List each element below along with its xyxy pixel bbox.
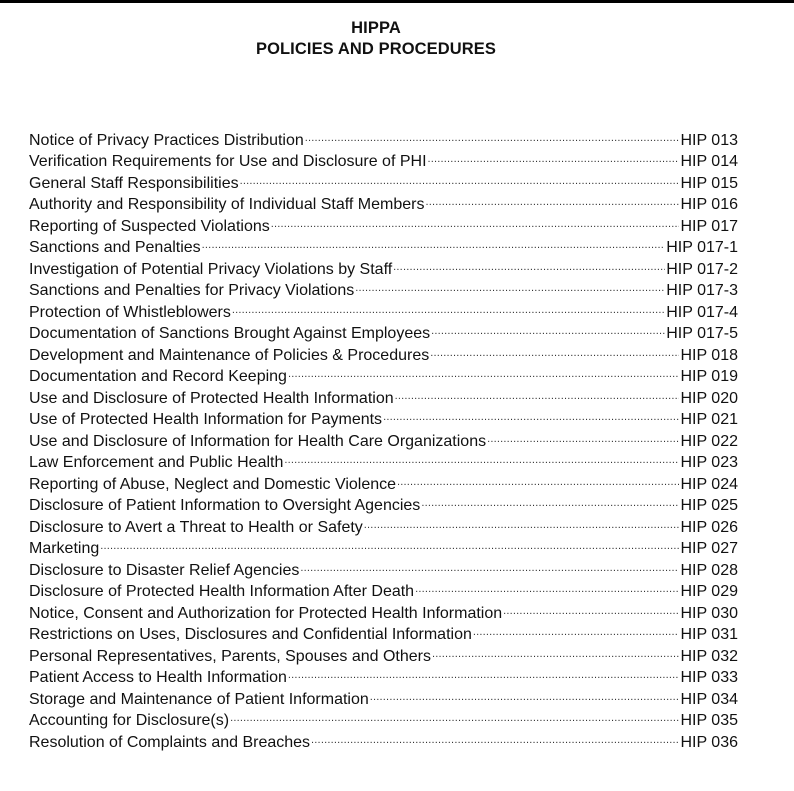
toc-entry-title: Personal Representatives, Parents, Spouses and Others (29, 647, 431, 665)
toc-entry-title: Disclosure to Disaster Relief Agencies (29, 561, 300, 579)
toc-entry-code: HIP 035 (680, 712, 738, 729)
toc-dot-leader (364, 510, 680, 532)
toc-entry-title: Accounting for Disclosure(s) (29, 712, 230, 729)
toc-entry-title: Reporting of Abuse, Neglect and Domestic Violence (29, 475, 397, 493)
toc-dot-leader (415, 575, 679, 597)
toc-entry-title: Authority and Responsibility of Individual Staff Members (29, 196, 425, 213)
toc-entry-code: HIP 023 (680, 454, 738, 471)
page-top-border (0, 0, 794, 3)
toc-entry-code: HIP 033 (680, 669, 738, 686)
toc-dot-leader (202, 231, 666, 253)
toc-entry-title: Verification Requirements for Use and Disclosure of PHI (29, 153, 427, 170)
toc-dot-leader (370, 682, 680, 704)
toc-entry-code: HIP 015 (680, 174, 738, 192)
toc-dot-leader (421, 489, 679, 511)
toc-dot-leader (428, 145, 680, 167)
toc-entry-title: Notice of Privacy Practices Distribution (29, 131, 304, 149)
toc-entry-title: Disclosure of Protected Health Information After Death (29, 583, 415, 600)
toc-entry-code: HIP 036 (680, 733, 738, 751)
toc-entry-code: HIP 031 (680, 626, 738, 643)
toc-entry-code: HIP 025 (680, 497, 738, 514)
toc-dot-leader (240, 166, 680, 188)
toc-entry-code: HIP 017-1 (666, 239, 738, 256)
toc-entry-title: Marketing (29, 540, 100, 557)
toc-dot-leader (393, 252, 665, 274)
toc-entry-code: HIP 022 (680, 432, 738, 450)
toc-entry-title: General Staff Responsibilities (29, 174, 239, 192)
toc-entry (29, 123, 738, 149)
toc-dot-leader (431, 317, 665, 339)
toc-dot-leader (271, 209, 680, 231)
toc-dot-leader (288, 661, 680, 683)
toc-dot-leader (430, 338, 679, 360)
table-of-contents (29, 123, 738, 751)
toc-entry-code: HIP 027 (680, 540, 738, 557)
toc-dot-leader (487, 424, 679, 446)
toc-entry (29, 532, 738, 557)
document-title: HIPPA (351, 19, 401, 37)
toc-entry-code: HIP 028 (680, 561, 738, 579)
toc-entry-title: Development and Maintenance of Policies & Procedures (29, 346, 430, 364)
toc-entry (29, 553, 738, 579)
toc-entry-code: HIP 019 (680, 368, 738, 385)
toc-entry-title: Resolution of Complaints and Breaches (29, 733, 311, 751)
document-subtitle: POLICIES AND PROCEDURES (255, 40, 497, 58)
toc-dot-leader (284, 446, 679, 468)
toc-entry-title: Patient Access to Health Information (29, 669, 287, 686)
toc-entry-title: Documentation of Sanctions Brought Against Employees (29, 325, 431, 342)
toc-dot-leader (305, 123, 680, 145)
toc-entry-title: Law Enforcement and Public Health (29, 454, 284, 471)
toc-entry-title: Disclosure of Patient Information to Oversight Agencies (29, 497, 421, 514)
toc-entry-title: Use and Disclosure of Information for Health Care Organizations (29, 432, 487, 450)
toc-dot-leader (503, 596, 679, 618)
toc-dot-leader (230, 704, 679, 726)
toc-dot-leader (300, 553, 679, 575)
toc-dot-leader (355, 274, 665, 296)
toc-entry-title: Documentation and Record Keeping (29, 368, 287, 385)
toc-entry-code: HIP 017-2 (666, 260, 738, 278)
toc-entry-title: Disclosure to Avert a Threat to Health or Safety (29, 518, 363, 536)
toc-entry-title: Use and Disclosure of Protected Health Information (29, 389, 394, 407)
toc-dot-leader (100, 532, 679, 554)
toc-entry-code: HIP 029 (680, 583, 738, 600)
toc-dot-leader (383, 403, 679, 425)
toc-entry-title: Investigation of Potential Privacy Violations by Staff (29, 260, 393, 278)
toc-entry-code: HIP 017-3 (666, 282, 738, 299)
toc-entry-title: Sanctions and Penalties for Privacy Violations (29, 282, 355, 299)
toc-entry-code: HIP 021 (680, 411, 738, 428)
toc-dot-leader (473, 618, 680, 640)
toc-entry-title: Protection of Whistleblowers (29, 303, 231, 321)
toc-entry-code: HIP 013 (680, 131, 738, 149)
toc-entry-code: HIP 026 (680, 518, 738, 536)
toc-entry-code: HIP 017-5 (666, 325, 738, 342)
toc-dot-leader (395, 381, 680, 403)
toc-dot-leader (232, 295, 665, 317)
toc-entry-code: HIP 014 (680, 153, 738, 170)
document-header (0, 18, 752, 60)
toc-entry-code: HIP 017 (680, 217, 738, 235)
toc-dot-leader (425, 188, 679, 210)
toc-entry-title: Restrictions on Uses, Disclosures and Confidential Information (29, 626, 472, 643)
toc-entry-title: Notice, Consent and Authorization for Protected Health Information (29, 604, 503, 622)
toc-entry-code: HIP 016 (680, 196, 738, 213)
toc-entry-code: HIP 030 (680, 604, 738, 622)
toc-dot-leader (432, 639, 679, 661)
toc-dot-leader (311, 725, 679, 747)
toc-entry-title: Sanctions and Penalties (29, 239, 201, 256)
toc-entry-code: HIP 018 (680, 346, 738, 364)
toc-entry-code: HIP 020 (680, 389, 738, 407)
toc-entry-title: Storage and Maintenance of Patient Information (29, 690, 369, 708)
toc-entry-title: Reporting of Suspected Violations (29, 217, 270, 235)
toc-entry-code: HIP 032 (680, 647, 738, 665)
toc-dot-leader (397, 467, 679, 489)
toc-entry-code: HIP 017-4 (666, 303, 738, 321)
toc-dot-leader (288, 360, 680, 382)
toc-entry-title: Use of Protected Health Information for Payments (29, 411, 383, 428)
toc-entry-code: HIP 034 (680, 690, 738, 708)
toc-entry-code: HIP 024 (680, 475, 738, 493)
